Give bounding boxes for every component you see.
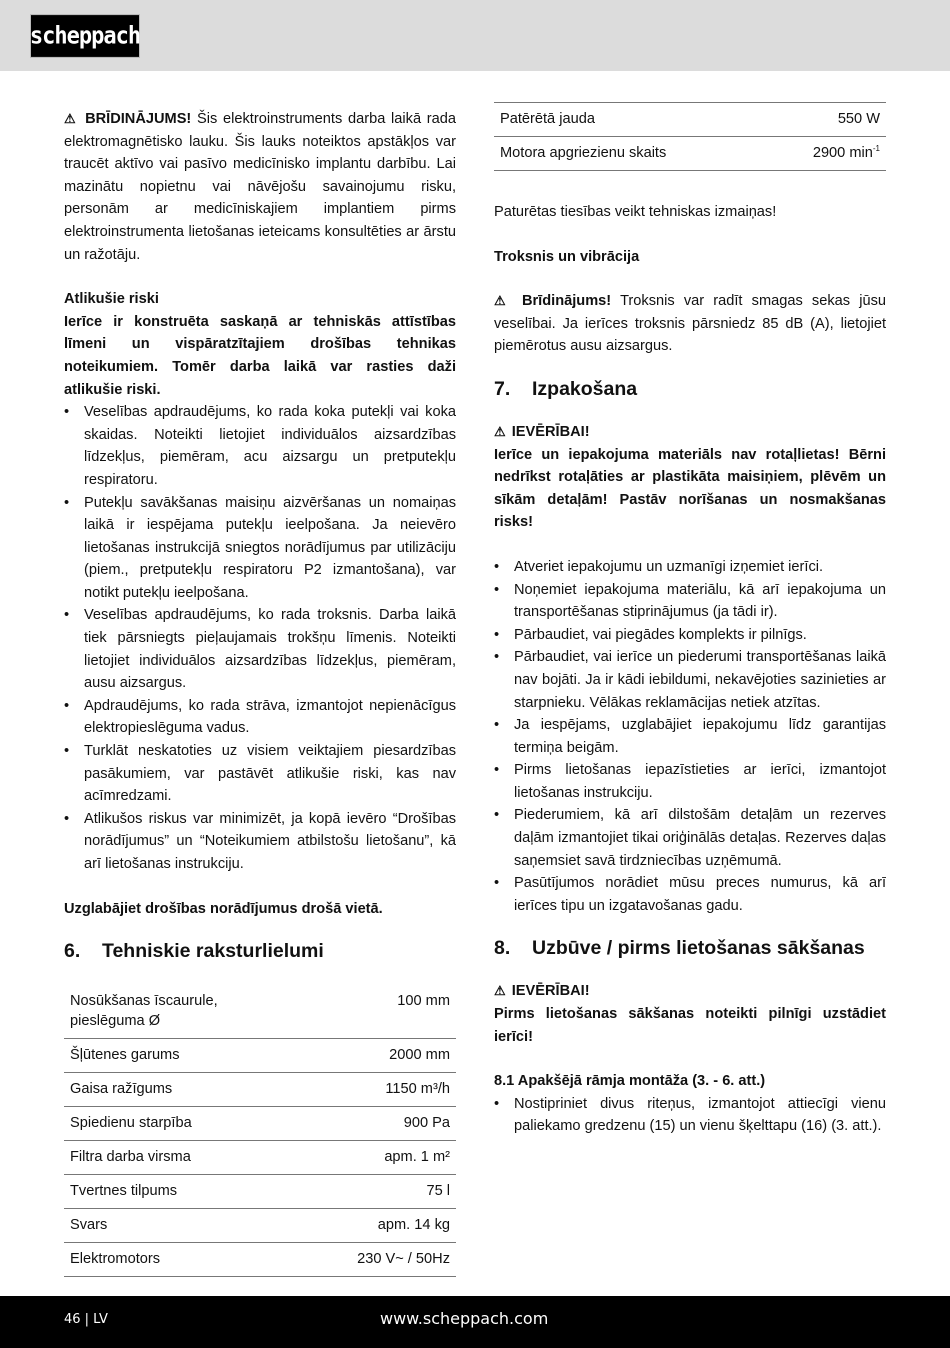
attention-label: ⚠ IEVĒRĪBAI! <box>494 423 590 440</box>
list-item: • Noņemiet iepakojuma materiālu, kā arī iepakojuma un transportēšanas stiprinājumus (ja tādi ir). <box>494 581 886 621</box>
scheppach-logo: scheppach <box>30 14 140 58</box>
spec-table-left <box>64 985 456 1277</box>
left-column <box>64 108 456 1277</box>
table-row: Filtra darba virsma apm. 1 m² <box>64 1141 456 1175</box>
table-row: Patērētā jauda 550 W <box>494 103 886 137</box>
warning-triangle-icon: ⚠ <box>494 423 506 439</box>
list-item: • Piederumiem, kā arī dilstošām detaļām un rezerves daļām izmantojiet tikai oriģinālās detaļas. Rezerves daļas saņemsiet savā tirdzniecības uzņēmumā. <box>494 807 886 869</box>
warning-triangle-icon: ⚠ <box>494 293 511 309</box>
table-row: Tvertnes tilpums 75 l <box>64 1175 456 1209</box>
section-6-heading: 6. Tehniskie raksturlielumi <box>64 940 324 963</box>
table-row: Šļūtenes garums 2000 mm <box>64 1039 456 1073</box>
attention-label: ⚠ IEVĒRĪBAI! <box>494 983 590 1000</box>
page-footer <box>0 1296 950 1348</box>
warning-triangle-icon: ⚠ <box>64 111 78 126</box>
list-item: • Pasūtījumos norādiet mūsu preces numurus, kā arī ierīces tipu un izgatavošanas gadu. <box>494 875 886 914</box>
table-row: Nosūkšanas īscaurule, pieslēguma Ø 100 mm <box>64 985 456 1039</box>
list-item: • Atlikušos riskus var minimizēt, ja kopā ievēro “Drošības norādījumus” un “Noteikumiem atbilstošu lietošanu”, kā arī lietošanas instrukciju. <box>64 810 456 872</box>
list-item: • Pārbaudiet, vai ierīce un piederumi transportēšanas laikā nav bojāti. Ja ir kādi iebildumi, nekavējoties sazinieties ar starpnieku. Vēlākas reklamācijas netiek atzītas. <box>494 649 886 711</box>
list-item: • Veselības apdraudējums, ko rada koka putekļi vai koka skaidas. Noteikti lietojiet individuālos aizsardzības līdzekļus, piemēram, acu aizsargu un pretputekļu respiratoru. <box>64 404 456 488</box>
subsection-8-1-list <box>494 1093 886 1138</box>
list-item: • Nostipriniet divus riteņus, izmantojot attiecīgi vienu paliekamo gredzenu (15) un vienu šķelttapu (16) (3. att.). <box>494 1095 886 1135</box>
reserved-rights-note: Paturētas tiesības veikt tehniskas izmaiņas! <box>494 204 777 220</box>
list-item: • Turklāt neskatoties uz visiem veiktajiem piesardzības pasākumiem, var pastāvēt atlikušie riski, kas nav acīmredzami. <box>64 743 456 805</box>
list-item: • Veselības apdraudējums, ko rada troksnis. Darba laikā tiek pārsniegts pieļaujamais trokšņu līmenis. Noteikti lietojiet individuālos aizsardzības līdzekļus, piemēram, ausu aizsargus. <box>64 607 456 692</box>
list-item: • Ja iespējams, uzglabājiet iepakojumu līdz garantijas termiņa beigām. <box>494 717 886 756</box>
section-7-heading: 7. Izpakošana <box>494 377 638 400</box>
subsection-8-1-title: 8.1 Apakšējā rāmja montāža (3. - 6. att.) <box>494 1073 766 1090</box>
website-link[interactable]: www.scheppach.com <box>380 1309 549 1328</box>
emf-warning <box>64 108 456 266</box>
list-item: • Pārbaudiet, vai piegādes komplekts ir pilnīgs. <box>494 626 807 643</box>
table-row: Gaisa ražīgums 1150 m³/h <box>64 1073 456 1107</box>
residual-risks-intro: Ierīce ir konstruēta saskaņā ar tehniskās attīstības līmeni un vispāratzītajiem drošības tehnikas noteikumiem. Tomēr darba laikā var rasties daži atlikušie riski. <box>64 313 456 398</box>
residual-risks-list <box>64 401 456 875</box>
list-item: • Apdraudējums, ko rada strāva, izmantojot nepienācīgus elektropieslēguma vadus. <box>64 697 456 737</box>
page-header <box>0 0 950 71</box>
list-item: • Putekļu savākšanas maisiņu aizvēršanas un nomaiņas laikā ir iespējama putekļu ieelpošana. Ja neievēro lietošanas instrukcijā sniegtos norādījumus par utilizāciju (piem., pretputekļu respiratoru P2 izmantošana), var notikt putekļu ieelpošana. <box>64 494 456 601</box>
residual-risks-title: Atlikušie riski <box>64 291 159 308</box>
list-item: • Atveriet iepakojumu un uzmanīgi izņemiet ierīci. <box>494 558 824 575</box>
attention-text: Pirms lietošanas sākšanas noteikti pilnīgi uzstādiet ierīci! <box>494 1006 886 1045</box>
table-row: Elektromotors 230 V~ / 50Hz <box>64 1243 456 1277</box>
section-8-heading: 8. Uzbūve / pirms lietošanas sākšanas <box>494 937 865 960</box>
warning-label: BRĪDINĀJUMS! <box>85 111 192 127</box>
table-row: Svars apm. 14 kg <box>64 1209 456 1243</box>
table-row: Spiedienu starpība 900 Pa <box>64 1107 456 1141</box>
noise-warning: ⚠ Brīdinājums! Troksnis var radīt smagas sekas jūsu veselībai. Ja ierīces troksnis pārsniedz 85 dB (A), lietojiet piemērotus ausu aizsargus. <box>494 293 886 355</box>
noise-title: Troksnis un vibrācija <box>494 248 640 265</box>
list-item: • Pirms lietošanas iepazīstieties ar ierīci, izmantojot lietošanas instrukciju. <box>494 762 886 801</box>
page-number: 46 | LV <box>64 1312 108 1327</box>
unpacking-list <box>494 556 886 918</box>
attention-text: Ierīce un iepakojuma materiāls nav rotaļlietas! Bērni nedrīkst rotaļāties ar plastikāta maisiņiem, plēvēm un sīkām detaļām! Pastāv norīšanas un nosmakšanas risks! <box>494 446 886 531</box>
table-row: Motora apgriezienu skaits 2900 $\min^{-1}$ <box>494 137 886 171</box>
spec-table-right <box>494 102 886 171</box>
warning-triangle-icon: ⚠ <box>494 983 506 999</box>
right-column <box>494 102 886 1138</box>
store-instructions-note: Uzglabājiet drošības norādījumus drošā vietā. <box>64 900 383 917</box>
warning-text: Šis elektroinstruments darba laikā rada elektromagnētisko lauku. Šis lauks noteiktos apstākļos var traucēt aktīvo vai pasīvo medicīnisko implantu darbību. Lai mazinātu nopietnu vai nāvējošu savainojumu risku, personām ar medicīniskajiem implantiem pirms elektroinstrumenta lietošanas ieteicams konsultēties ar ārstu un ražotāju. <box>64 111 457 263</box>
